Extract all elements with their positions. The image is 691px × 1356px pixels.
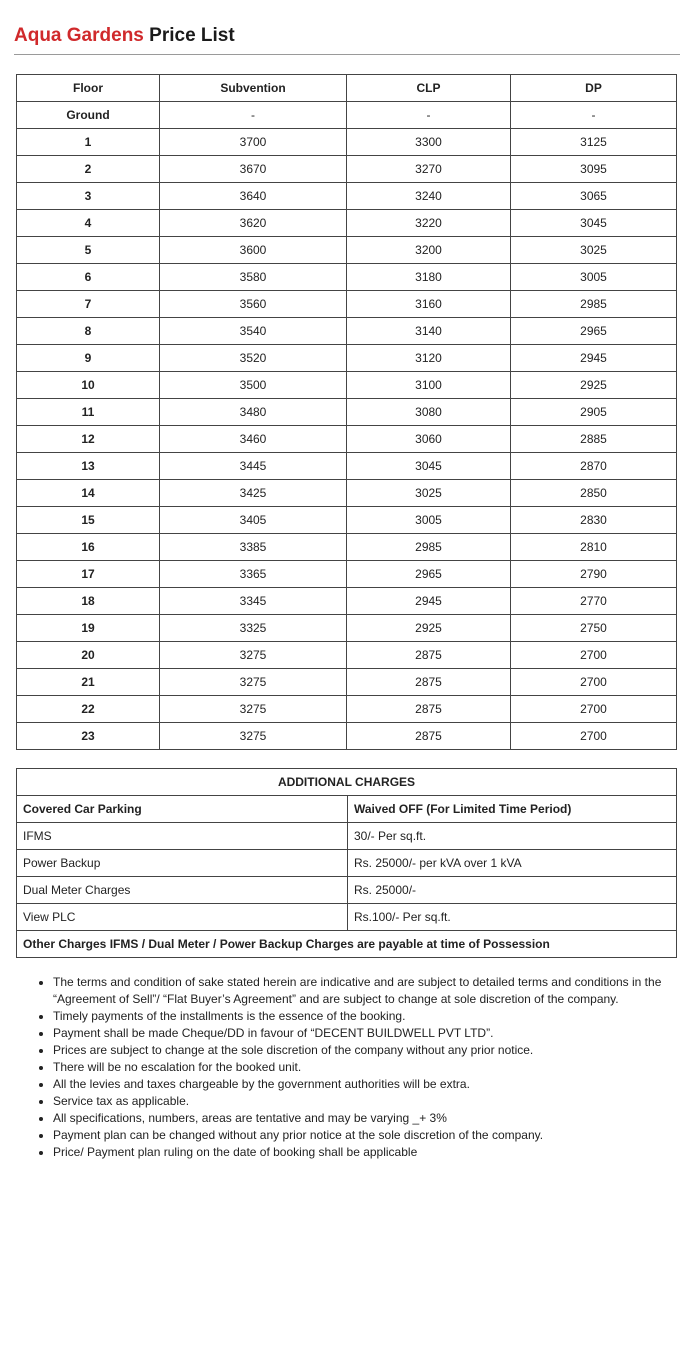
price-cell-clp: 3045 (347, 453, 511, 480)
price-cell-floor: 7 (17, 291, 160, 318)
column-header-subvention: Subvention (160, 75, 347, 102)
price-cell-dp: 2700 (511, 669, 677, 696)
additional-charges-title-row (17, 769, 677, 796)
charge-value: Waived OFF (For Limited Time Period) (348, 796, 677, 823)
terms-item: • Payment plan can be changed without any prior notice at the sole discretion of the company. (53, 1127, 676, 1144)
price-cell-subvention: 3540 (160, 318, 347, 345)
price-cell-clp: 3100 (347, 372, 511, 399)
price-cell-subvention: 3405 (160, 507, 347, 534)
price-cell-dp: 2945 (511, 345, 677, 372)
price-cell-clp: 3300 (347, 129, 511, 156)
price-cell-subvention: 3600 (160, 237, 347, 264)
price-cell-subvention: 3275 (160, 696, 347, 723)
price-cell-subvention: - (160, 102, 347, 129)
price-cell-floor: 23 (17, 723, 160, 750)
price-cell-clp: 3270 (347, 156, 511, 183)
terms-item: • Timely payments of the installments is the essence of the booking. (53, 1008, 676, 1025)
price-row (17, 453, 677, 480)
column-header-clp: CLP (347, 75, 511, 102)
terms-item: • Price/ Payment plan ruling on the date of booking shall be applicable (53, 1144, 676, 1161)
price-table-body (17, 102, 677, 750)
price-row (17, 669, 677, 696)
price-cell-subvention: 3275 (160, 642, 347, 669)
price-row (17, 291, 677, 318)
price-cell-clp: 3060 (347, 426, 511, 453)
price-cell-dp: 2700 (511, 642, 677, 669)
price-cell-clp: 3005 (347, 507, 511, 534)
charge-label: Dual Meter Charges (17, 877, 348, 904)
price-cell-clp: 2965 (347, 561, 511, 588)
price-cell-subvention: 3275 (160, 723, 347, 750)
charge-row (17, 850, 677, 877)
price-cell-floor: 6 (17, 264, 160, 291)
terms-item: • Payment shall be made Cheque/DD in favour of “DECENT BUILDWELL PVT LTD”. (53, 1025, 676, 1042)
price-cell-floor: 13 (17, 453, 160, 480)
price-cell-subvention: 3345 (160, 588, 347, 615)
price-row (17, 723, 677, 750)
price-cell-floor: 15 (17, 507, 160, 534)
price-row (17, 399, 677, 426)
charge-value: Rs. 25000/- per kVA over 1 kVA (348, 850, 677, 877)
price-cell-subvention: 3670 (160, 156, 347, 183)
price-cell-floor: 16 (17, 534, 160, 561)
price-cell-dp: 2790 (511, 561, 677, 588)
terms-item: • The terms and condition of sake stated herein are indicative and are subject to detailed terms and conditions in the “Agreement of Sell”/ “Flat Buyer’s Agreement” and are subject to change at sole discretion of the company. (53, 974, 676, 1008)
price-cell-subvention: 3700 (160, 129, 347, 156)
charge-label: IFMS (17, 823, 348, 850)
price-cell-clp: 2875 (347, 696, 511, 723)
charge-row (17, 796, 677, 823)
price-row (17, 507, 677, 534)
price-cell-dp: 2750 (511, 615, 677, 642)
price-cell-dp: 3065 (511, 183, 677, 210)
price-cell-dp: - (511, 102, 677, 129)
terms-item: • Service tax as applicable. (53, 1093, 676, 1110)
charge-row (17, 823, 677, 850)
price-row (17, 264, 677, 291)
price-cell-floor: 8 (17, 318, 160, 345)
price-cell-dp: 2830 (511, 507, 677, 534)
price-cell-clp: 3080 (347, 399, 511, 426)
price-row (17, 183, 677, 210)
price-cell-floor: 5 (17, 237, 160, 264)
charge-label: Covered Car Parking (17, 796, 348, 823)
price-cell-clp: 2875 (347, 669, 511, 696)
price-row (17, 372, 677, 399)
price-cell-subvention: 3425 (160, 480, 347, 507)
price-cell-subvention: 3640 (160, 183, 347, 210)
price-cell-dp: 2925 (511, 372, 677, 399)
price-row (17, 615, 677, 642)
additional-charges-title: ADDITIONAL CHARGES (17, 769, 677, 796)
price-cell-floor: 14 (17, 480, 160, 507)
price-cell-dp: 3045 (511, 210, 677, 237)
price-row (17, 345, 677, 372)
terms-item: • All the levies and taxes chargeable by the government authorities will be extra. (53, 1076, 676, 1093)
column-header-dp: DP (511, 75, 677, 102)
price-row (17, 426, 677, 453)
price-cell-floor: 20 (17, 642, 160, 669)
terms-item: • All specifications, numbers, areas are tentative and may be varying _+ 3% (53, 1110, 676, 1127)
price-cell-floor: 18 (17, 588, 160, 615)
price-cell-floor: 3 (17, 183, 160, 210)
price-cell-subvention: 3480 (160, 399, 347, 426)
page-header (14, 22, 680, 55)
price-cell-subvention: 3620 (160, 210, 347, 237)
additional-charges-table (16, 768, 677, 958)
price-row (17, 561, 677, 588)
price-table-header-row (17, 75, 677, 102)
price-cell-clp: 2925 (347, 615, 511, 642)
price-cell-subvention: 3275 (160, 669, 347, 696)
price-cell-clp: 3220 (347, 210, 511, 237)
price-cell-clp: 3240 (347, 183, 511, 210)
price-cell-floor: 19 (17, 615, 160, 642)
charge-value: Rs. 25000/- (348, 877, 677, 904)
price-cell-dp: 3025 (511, 237, 677, 264)
price-cell-dp: 2870 (511, 453, 677, 480)
price-cell-subvention: 3385 (160, 534, 347, 561)
charges-footer-note: Other Charges IFMS / Dual Meter / Power Backup Charges are payable at time of Possession (17, 931, 677, 958)
price-cell-dp: 3095 (511, 156, 677, 183)
price-cell-dp: 2985 (511, 291, 677, 318)
price-row (17, 210, 677, 237)
price-cell-floor: 12 (17, 426, 160, 453)
price-cell-dp: 2850 (511, 480, 677, 507)
charge-value: 30/- Per sq.ft. (348, 823, 677, 850)
price-cell-clp: - (347, 102, 511, 129)
terms-item: • There will be no escalation for the booked unit. (53, 1059, 676, 1076)
price-row (17, 318, 677, 345)
title-rest: Price List (149, 25, 235, 46)
price-cell-subvention: 3500 (160, 372, 347, 399)
page-title (14, 22, 680, 50)
price-cell-clp: 2985 (347, 534, 511, 561)
price-row (17, 156, 677, 183)
charge-value: Rs.100/- Per sq.ft. (348, 904, 677, 931)
price-cell-dp: 2810 (511, 534, 677, 561)
price-cell-clp: 3025 (347, 480, 511, 507)
price-cell-subvention: 3580 (160, 264, 347, 291)
price-cell-dp: 2965 (511, 318, 677, 345)
charges-footer-row (17, 931, 677, 958)
price-row (17, 129, 677, 156)
price-cell-floor: 4 (17, 210, 160, 237)
price-cell-floor: 10 (17, 372, 160, 399)
price-row (17, 642, 677, 669)
price-cell-floor: 21 (17, 669, 160, 696)
price-cell-clp: 3140 (347, 318, 511, 345)
price-cell-floor: Ground (17, 102, 160, 129)
terms-item: • Prices are subject to change at the sole discretion of the company without any prior notice. (53, 1042, 676, 1059)
price-cell-floor: 1 (17, 129, 160, 156)
price-cell-floor: 2 (17, 156, 160, 183)
price-cell-subvention: 3445 (160, 453, 347, 480)
price-row (17, 237, 677, 264)
title-brand: Aqua Gardens (14, 25, 144, 46)
price-cell-dp: 2700 (511, 723, 677, 750)
price-cell-clp: 3160 (347, 291, 511, 318)
price-row (17, 102, 677, 129)
price-cell-floor: 11 (17, 399, 160, 426)
price-cell-dp: 2700 (511, 696, 677, 723)
price-cell-floor: 22 (17, 696, 160, 723)
terms-list (16, 974, 676, 1161)
price-cell-subvention: 3365 (160, 561, 347, 588)
charge-row (17, 877, 677, 904)
price-cell-dp: 2885 (511, 426, 677, 453)
charge-label: Power Backup (17, 850, 348, 877)
price-cell-floor: 17 (17, 561, 160, 588)
charge-label: View PLC (17, 904, 348, 931)
column-header-floor: Floor (17, 75, 160, 102)
price-cell-dp: 2770 (511, 588, 677, 615)
price-row (17, 534, 677, 561)
price-cell-dp: 3005 (511, 264, 677, 291)
price-cell-subvention: 3520 (160, 345, 347, 372)
price-cell-subvention: 3325 (160, 615, 347, 642)
price-cell-clp: 2945 (347, 588, 511, 615)
price-cell-subvention: 3460 (160, 426, 347, 453)
additional-charges-body (17, 769, 677, 958)
price-cell-clp: 3200 (347, 237, 511, 264)
price-cell-floor: 9 (17, 345, 160, 372)
price-cell-dp: 2905 (511, 399, 677, 426)
price-row (17, 696, 677, 723)
price-cell-clp: 2875 (347, 642, 511, 669)
price-cell-subvention: 3560 (160, 291, 347, 318)
charge-row (17, 904, 677, 931)
price-cell-clp: 2875 (347, 723, 511, 750)
price-table (16, 74, 677, 750)
price-row (17, 480, 677, 507)
price-cell-dp: 3125 (511, 129, 677, 156)
price-cell-clp: 3120 (347, 345, 511, 372)
price-row (17, 588, 677, 615)
price-cell-clp: 3180 (347, 264, 511, 291)
